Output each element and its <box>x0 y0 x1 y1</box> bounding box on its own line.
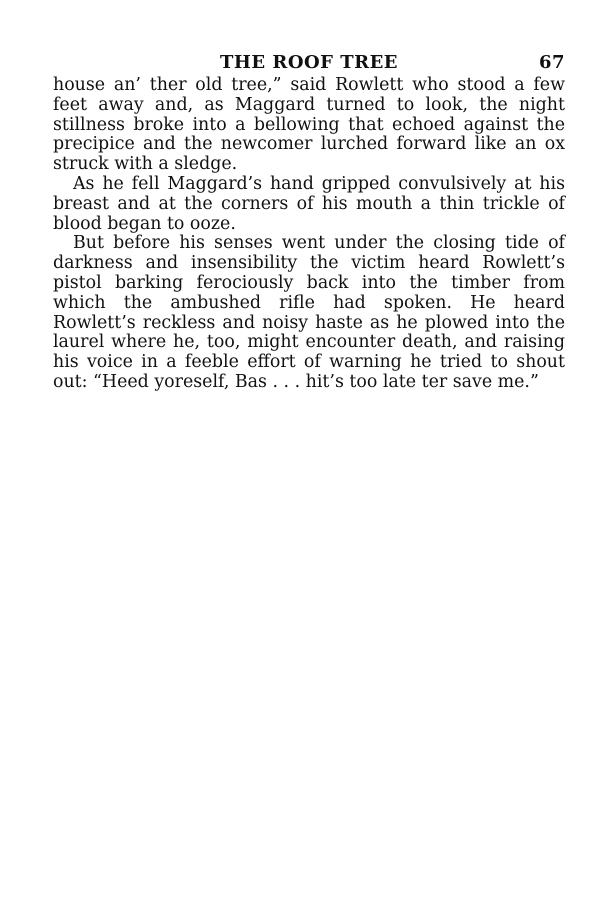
paragraph: But before his senses went under the closing tide of darkness and insensibility the victim heard Rowlett’s pistol barking ferociously back into the timber from which the ambushed rifle had spoken. He heard Rowlett’s reckless and noisy haste as he plowed into the laurel where he, too, might encounter death, and raising his voice in a feeble effort of warning he tried to shout out: “Heed yoreself, Bas . . . hit’s too late ter save me.” <box>53 233 565 392</box>
running-header <box>53 50 565 76</box>
running-title: THE ROOF TREE <box>219 52 399 73</box>
body-text <box>53 76 565 393</box>
page-number: 67 <box>538 52 565 73</box>
paragraph: As he fell Maggard’s hand gripped convulsively at his breast and at the corners of his mouth a thin trickle of blood began to ooze. <box>53 173 565 234</box>
paragraph: house an’ ther old tree,” said Rowlett who stood a few feet away and, as Maggard turned to look, the night stillness broke into a bellowing that echoed against the precipice and the newcomer lurched forward like an ox struck with a sledge. <box>53 75 565 175</box>
book-page <box>53 50 565 393</box>
